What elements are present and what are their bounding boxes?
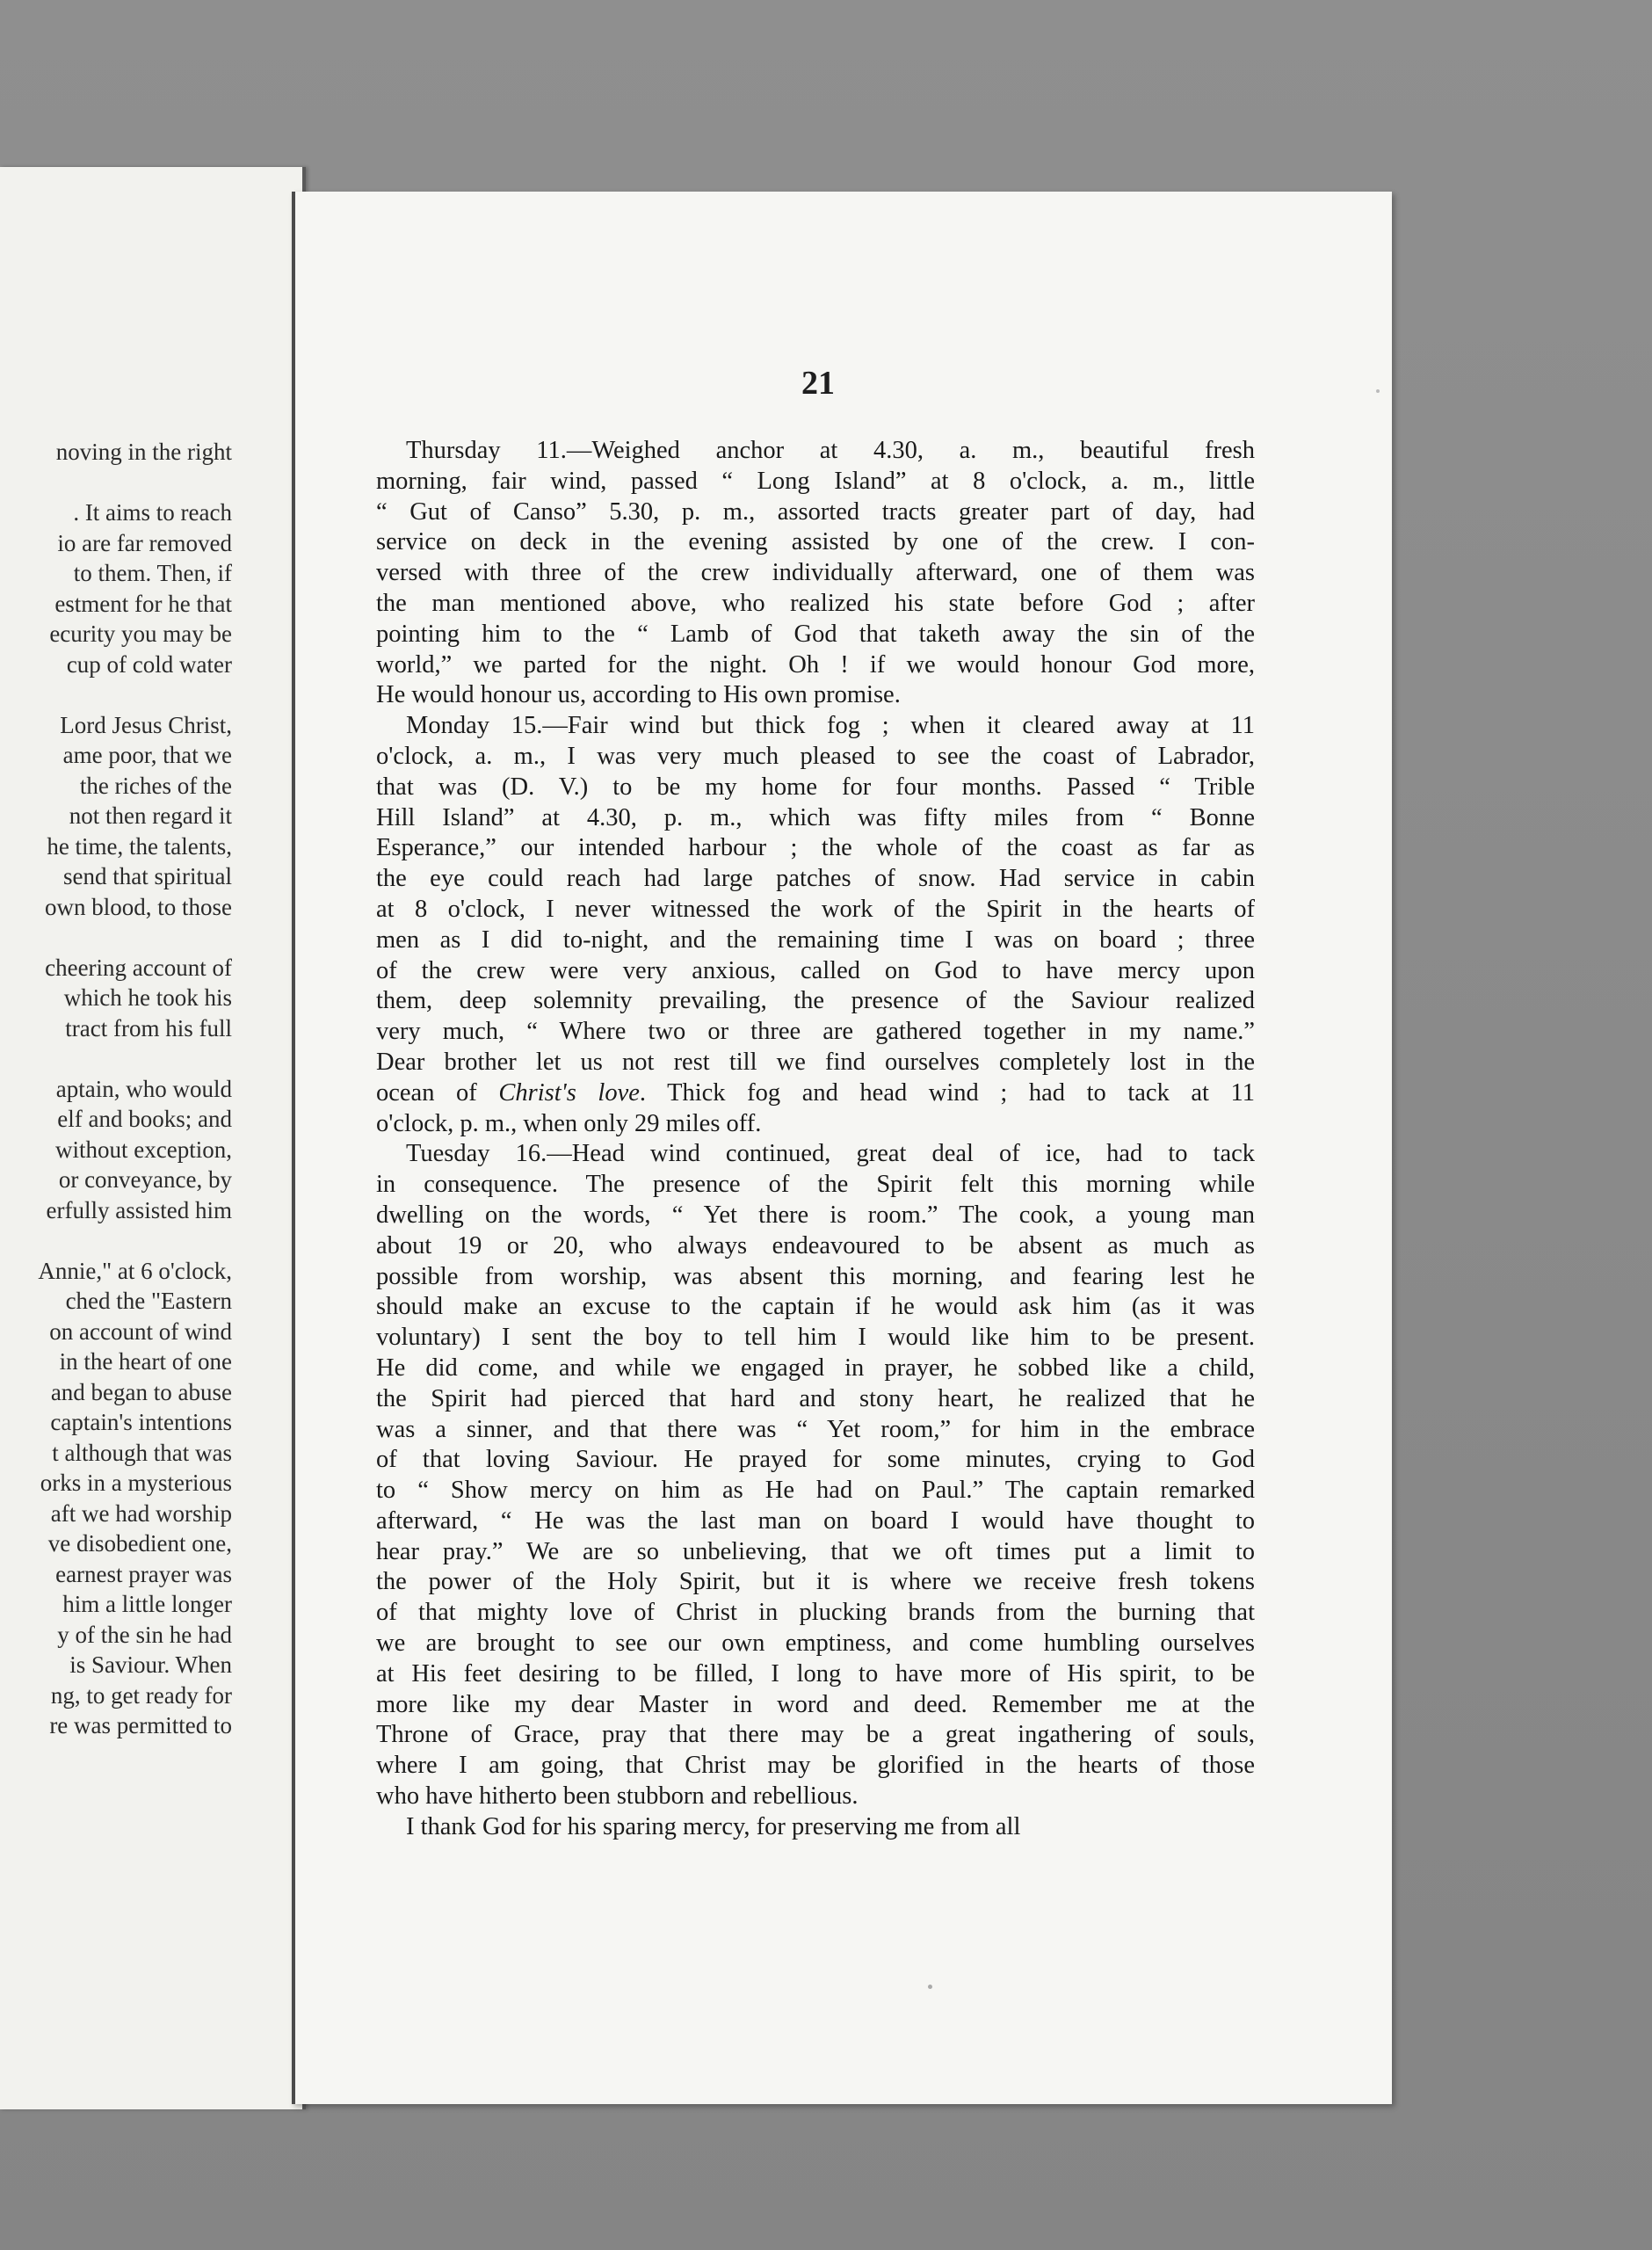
previous-page-line: Lord Jesus Christ, bbox=[60, 711, 232, 738]
body-line: Hill Island” at 4.30, p. m., which was fifty miles from “ Bonne bbox=[376, 803, 1255, 831]
previous-page-line: on account of wind bbox=[49, 1317, 232, 1345]
body-line: possible from worship, was absent this morning, and fearing lest he bbox=[376, 1262, 1255, 1290]
body-line: the man mentioned above, who realized his state before God ; after bbox=[376, 589, 1255, 617]
paper-speck bbox=[1376, 389, 1380, 393]
body-line: them, deep solemnity prevailing, the presence of the Saviour realized bbox=[376, 987, 1255, 1015]
previous-page-line: ng, to get ready for bbox=[50, 1681, 232, 1709]
body-line: dwelling on the words, “ Yet there is room.” The cook, a young man bbox=[376, 1201, 1255, 1229]
previous-page-line: re was permitted to bbox=[49, 1712, 232, 1738]
previous-page-line: ve disobedient one, bbox=[47, 1530, 232, 1557]
previous-page-line: own blood, to those bbox=[45, 893, 232, 920]
previous-page-line: without exception, bbox=[55, 1136, 232, 1163]
previous-page-line: . It aims to reach bbox=[73, 499, 232, 526]
body-line: service on deck in the evening assisted by one of the crew. I con- bbox=[376, 528, 1255, 556]
previous-page-line: is Saviour. When bbox=[69, 1651, 232, 1678]
previous-page-line: ame poor, that we bbox=[62, 742, 232, 768]
body-line: of that mighty love of Christ in plucking brands from the burning that bbox=[376, 1599, 1255, 1627]
previous-page-line: or conveyance, by bbox=[58, 1166, 232, 1193]
body-line: voluntary) I sent the boy to tell him I would like him to be present. bbox=[376, 1324, 1255, 1352]
page-body-text bbox=[376, 436, 1255, 1843]
previous-page-line: not then regard it bbox=[69, 802, 232, 829]
previous-page-line: Annie," at 6 o'clock, bbox=[38, 1257, 232, 1284]
body-line: He would honour us, according to His own promise. bbox=[376, 681, 901, 709]
previous-page-line: send that spiritual bbox=[63, 863, 232, 889]
body-line: that was (D. V.) to be my home for four months. Passed “ Trible bbox=[376, 773, 1255, 801]
body-line: should make an excuse to the captain if he would ask him (as it was bbox=[376, 1293, 1255, 1321]
body-line: where I am going, that Christ may be glorified in the hearts of those bbox=[376, 1752, 1255, 1780]
previous-page-line: cup of cold water bbox=[66, 650, 232, 678]
body-line: we are brought to see our own emptiness, and come humbling ourselves bbox=[376, 1629, 1255, 1658]
previous-page-line: ecurity you may be bbox=[49, 621, 232, 647]
emphasis-text: Christ's love bbox=[498, 1078, 640, 1107]
body-line: at 8 o'clock, I never witnessed the work of the Spirit in the hearts of bbox=[376, 895, 1255, 923]
previous-page-line: t although that was bbox=[52, 1439, 232, 1466]
previous-page-line: to them. Then, if bbox=[73, 560, 232, 586]
body-line: Tuesday 16.—Head wind continued, great deal of ice, had to tack bbox=[406, 1140, 1255, 1168]
previous-page-line: noving in the right bbox=[55, 439, 232, 465]
previous-page-line: aptain, who would bbox=[55, 1075, 232, 1102]
body-line: to “ Show mercy on him as He had on Paul.” The captain remarked bbox=[376, 1477, 1255, 1505]
body-line: o'clock, p. m., when only 29 miles off. bbox=[376, 1109, 762, 1137]
previous-page-line: ched the "Eastern bbox=[65, 1288, 232, 1314]
body-line: who have hitherto been stubborn and rebellious. bbox=[376, 1782, 859, 1811]
previous-page-line: he time, the talents, bbox=[47, 832, 232, 860]
body-line: morning, fair wind, passed “ Long Island” at 8 o'clock, a. m., little bbox=[376, 467, 1255, 495]
body-line: of that loving Saviour. He prayed for some minutes, crying to God bbox=[376, 1446, 1255, 1474]
previous-page-fragment bbox=[0, 167, 306, 2109]
body-line: the Spirit had pierced that hard and stony heart, he realized that he bbox=[376, 1384, 1255, 1412]
body-line: very much, “ Where two or three are gathered together in my name.” bbox=[376, 1018, 1255, 1046]
paragraph-gap bbox=[0, 679, 232, 710]
previous-page-line: captain's intentions bbox=[50, 1409, 232, 1435]
previous-page-line: which he took his bbox=[63, 984, 232, 1011]
body-line: “ Gut of Canso” 5.30, p. m., assorted tracts greater part of day, had bbox=[376, 497, 1255, 526]
body-line: Dear brother let us not rest till we find ourselves completely lost in the bbox=[376, 1048, 1255, 1076]
previous-page-line: estment for he that bbox=[54, 590, 232, 617]
paragraph-gap bbox=[0, 1043, 232, 1074]
previous-page-line: erfully assisted him bbox=[46, 1196, 232, 1223]
previous-page-line: aft we had worship bbox=[50, 1499, 232, 1527]
body-line: hear pray.” We are so unbelieving, that we oft times put a limit to bbox=[376, 1537, 1255, 1565]
previous-page-line: orks in a mysterious bbox=[40, 1470, 232, 1496]
body-line: He did come, and while we engaged in prayer, he sobbed like a child, bbox=[376, 1354, 1255, 1382]
body-line: afterward, “ He was the last man on board I would have thought to bbox=[376, 1506, 1255, 1535]
body-line: I thank God for his sparing mercy, for preserving me from all bbox=[406, 1812, 1021, 1840]
body-line: of the crew were very anxious, called on God to have mercy upon bbox=[376, 956, 1255, 984]
previous-page-line: in the heart of one bbox=[59, 1348, 232, 1375]
body-line: the power of the Holy Spirit, but it is where we receive fresh tokens bbox=[376, 1568, 1255, 1596]
previous-page-line: earnest prayer was bbox=[55, 1560, 232, 1587]
body-line: Throne of Grace, pray that there may be a great ingathering of souls, bbox=[376, 1721, 1255, 1749]
body-line: Esperance,” our intended harbour ; the whole of the coast as far as bbox=[376, 834, 1255, 862]
body-line: Thursday 11.—Weighed anchor at 4.30, a. m., beautiful fresh bbox=[406, 437, 1255, 464]
previous-page-line: elf and books; and bbox=[57, 1106, 232, 1132]
body-line: in consequence. The presence of the Spirit felt this morning while bbox=[376, 1171, 1255, 1199]
body-line: at His feet desiring to be filled, I long to have more of His spirit, to be bbox=[376, 1659, 1255, 1688]
body-line: ocean of Christ's love. Thick fog and head wind ; had to tack at 11 bbox=[376, 1078, 1255, 1107]
body-line: the eye could reach had large patches of snow. Had service in cabin bbox=[376, 865, 1255, 893]
previous-page-line: tract from his full bbox=[65, 1014, 232, 1042]
previous-page-line: and began to abuse bbox=[50, 1378, 232, 1405]
body-line: men as I did to-night, and the remaining time I was on board ; three bbox=[376, 925, 1255, 954]
body-line: versed with three of the crew individually afterward, one of them was bbox=[376, 559, 1255, 587]
previous-page-line: y of the sin he had bbox=[57, 1621, 232, 1648]
body-line: about 19 or 20, who always endeavoured to be absent as much as bbox=[376, 1231, 1255, 1259]
paper-speck bbox=[928, 1985, 932, 1989]
previous-page-line: cheering account of bbox=[45, 954, 232, 981]
paragraph-gap bbox=[0, 1225, 232, 1256]
body-line: pointing him to the “ Lamb of God that taketh away the sin of the bbox=[376, 620, 1255, 648]
paragraph-gap bbox=[0, 922, 232, 953]
paragraph-gap bbox=[0, 468, 232, 498]
body-line: Monday 15.—Fair wind but thick fog ; when it cleared away at 11 bbox=[406, 712, 1255, 740]
previous-page-line: the riches of the bbox=[79, 772, 232, 799]
body-line: more like my dear Master in word and deed. Remember me at the bbox=[376, 1690, 1255, 1718]
page-number: 21 bbox=[801, 365, 835, 402]
previous-page-text bbox=[0, 437, 232, 1741]
body-line: world,” we parted for the night. Oh ! if we would honour God more, bbox=[376, 650, 1255, 679]
previous-page-line: him a little longer bbox=[62, 1591, 232, 1617]
current-page bbox=[292, 192, 1392, 2104]
body-line: was a sinner, and that there was “ Yet room,” for him in the embrace bbox=[376, 1415, 1255, 1443]
previous-page-line: io are far removed bbox=[57, 529, 232, 556]
body-line: o'clock, a. m., I was very much pleased to see the coast of Labrador, bbox=[376, 742, 1255, 770]
